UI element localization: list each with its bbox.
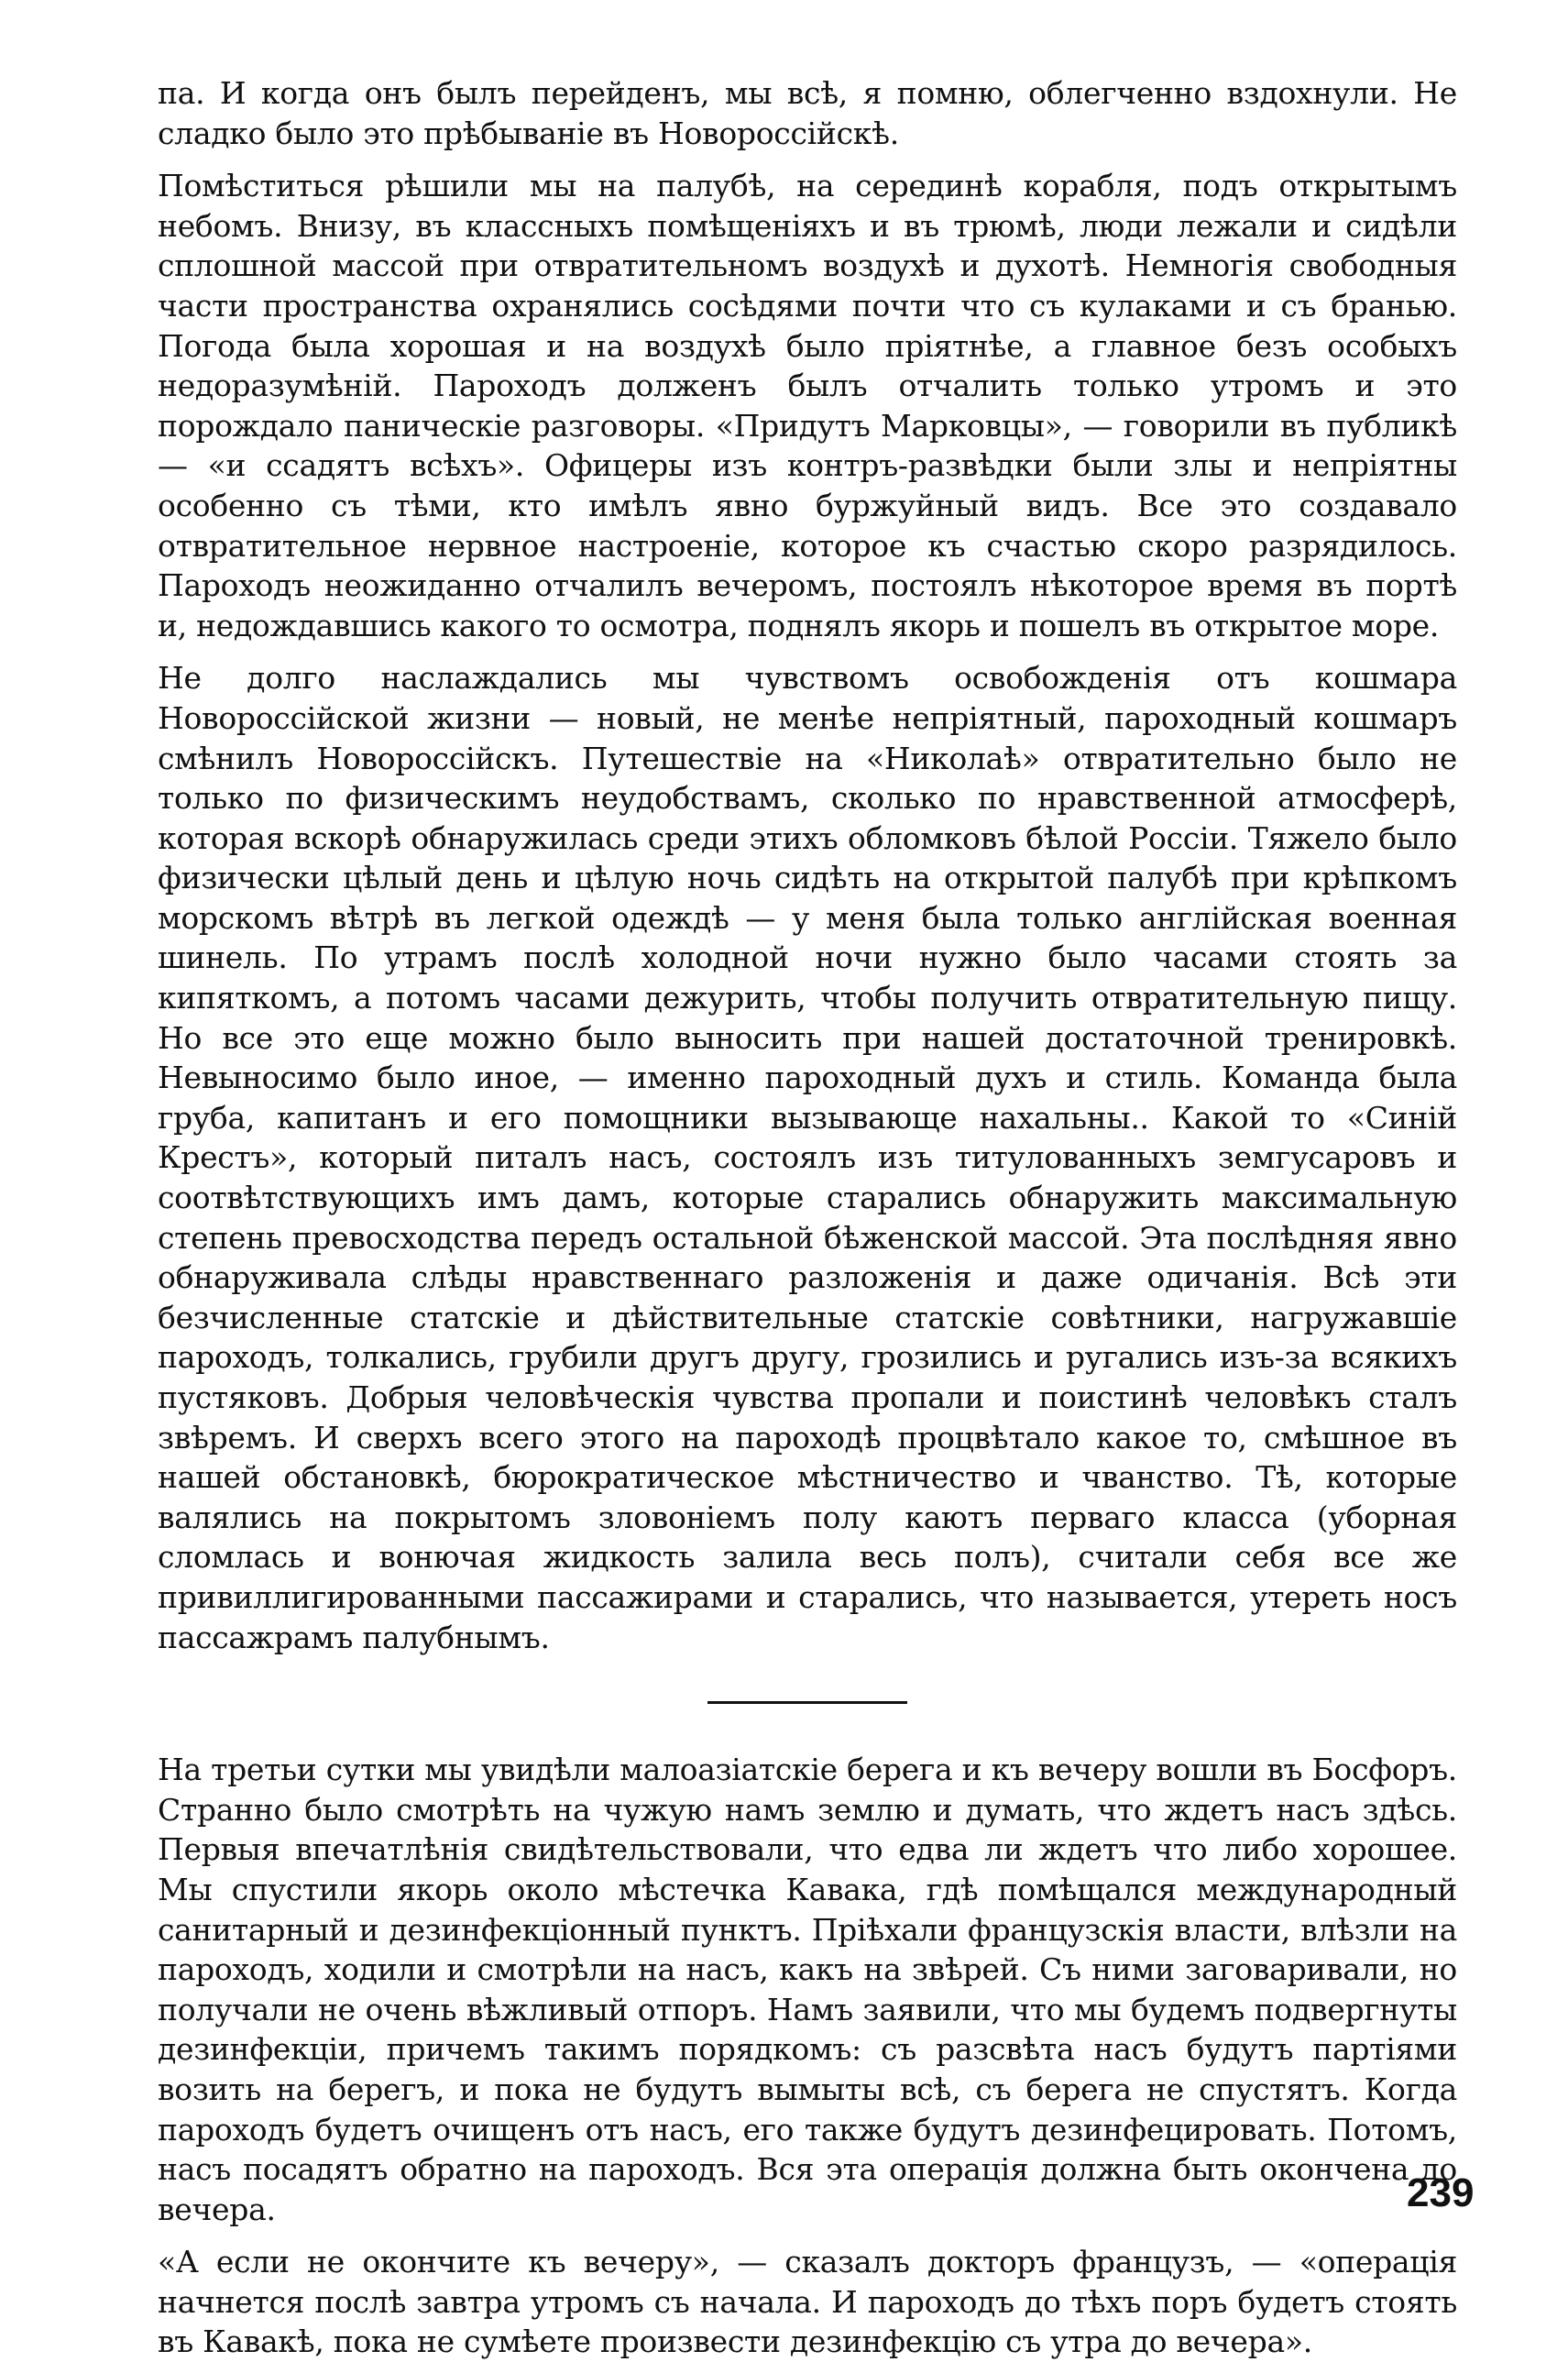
paragraph-continuation: па. И когда онъ былъ перейденъ, мы всѣ, я помню, облегченно вздохнули. Не сладко было это прѣбываніе въ Новороссійскѣ. bbox=[158, 75, 1457, 151]
paragraph: Не долго наслаждались мы чувствомъ освобожденія отъ кошмара Новороссійской жизни — новый, не менѣе непріятный, пароходный кошмаръ смѣнилъ Новороссійскъ. Путешествіе на «Николаѣ» отвратительно было не только по физическимъ неудобствамъ, сколько по нравственной атмосферѣ, которая вскорѣ обнаружилась среди этихъ обломковъ бѣлой Россіи. Тяжело было физически цѣлый день и цѣлую ночь сидѣть на открытой палубѣ при крѣпкомъ морскомъ вѣтрѣ въ легкой одеждѣ — у меня была только англійская военная шинель. По утрамъ послѣ холодной ночи нужно было часами стоять за кипяткомъ, а потомъ часами дежурить, чтобы получить отвратительную пищу. Но все это еще можно было выносить при нашей достаточной тренировкѣ. Невыносимо было иное, — именно пароходный духъ и стиль. Команда была груба, капитанъ и его помощники вызывающе нахальны.. Какой то «Синій Крестъ», который питалъ насъ, состоялъ изъ титулованныхъ земгусаровъ и соотвѣтствующихъ имъ дамъ, которые старались обнаружить максимальную степень превосходства передъ остальной бѣженской массой. Эта послѣдняя явно обнаруживала слѣды нравственнаго разложенія и даже одичанія. Всѣ эти безчисленные статскіе и дѣйствительные статскіе совѣтники, нагружавшіе пароходъ, толкались, грубили другъ другу, грозились и ругались изъ-за всякихъ пустяковъ. Добрыя человѣческія чувства пропали и поистинѣ человѣкъ сталъ звѣремъ. И сверхъ всего этого на пароходѣ процвѣтало какое то, смѣшное въ нашей обстановкѣ, бюрократическое мѣстничество и чванство. Тѣ, которые валялись на покрытомъ зловоніемъ полу каютъ перваго класса (уборная сломлась и вонючая жидкость залила весь полъ), считали себя все же привиллигированными пассажирами и старались, что называется, утереть носъ пассажрамъ палубнымъ. bbox=[158, 660, 1457, 1655]
page-text bbox=[158, 73, 1457, 2362]
paragraph: «А если не окончите къ вечеру», — сказалъ докторъ французъ, — «операція начнется послѣ завтра утромъ съ начала. И пароходъ до тѣхъ поръ будетъ стоять въ Кавакѣ, пока не сумѣете произвести дезинфекцію съ утра до вечера». bbox=[158, 2244, 1457, 2360]
page-number: 239 bbox=[1407, 2170, 1475, 2215]
section-divider bbox=[707, 1701, 907, 1704]
paragraph: На третьи сутки мы увидѣли малоазіатскіе берега и къ вечеру вошли въ Босфоръ. Странно было смотрѣть на чужую намъ землю и думать, что ждетъ насъ здѣсь. Первыя впечатлѣнія свидѣтельствовали, что едва ли ждетъ что либо хорошее. Мы спустили якорь около мѣстечка Кавака, гдѣ помѣщался международный санитарный и дезинфекціонный пунктъ. Пріѣхали французскія власти, влѣзли на пароходъ, ходили и смотрѣли на насъ, какъ на звѣрей. Съ ними заговаривали, но получали не очень вѣжливый отпоръ. Намъ заявили, что мы будемъ подвергнуты дезинфекціи, причемъ такимъ порядкомъ: съ разсвѣта насъ будутъ партіями возить на берегъ, и пока не будутъ вымыты всѣ, съ берега не спустятъ. Когда пароходъ будетъ очищенъ отъ насъ, его также будутъ дезинфецировать. Потомъ, насъ посадятъ обратно на пароходъ. Вся эта операція должна быть окончена до вечера. bbox=[158, 1752, 1457, 2227]
paragraph: Помѣститься рѣшили мы на палубѣ, на серединѣ корабля, подъ открытымъ небомъ. Внизу, въ классныхъ помѣщеніяхъ и въ трюмѣ, люди лежали и сидѣли сплошной массой при отвратительномъ воздухѣ и духотѣ. Немногія свободныя части пространства охранялись сосѣдями почти что съ кулаками и съ бранью. Погода была хорошая и на воздухѣ было пріятнѣе, а главное безъ особыхъ недоразумѣній. Пароходъ долженъ былъ отчалить только утромъ и это порождало паническіе разговоры. «Придутъ Марковцы», — говорили въ публикѣ — «и ссадятъ всѣхъ». Офицеры изъ контръ-развѣдки были злы и непріятны особенно съ тѣми, кто имѣлъ явно буржуйный видъ. Все это создавало отвратительное нервное настроеніе, которое къ счастью скоро разрядилось. Пароходъ неожиданно отчалилъ вечеромъ, постоялъ нѣкоторое время въ портѣ и, недождавшись какого то осмотра, поднялъ якорь и пошелъ въ открытое море. bbox=[158, 168, 1457, 643]
